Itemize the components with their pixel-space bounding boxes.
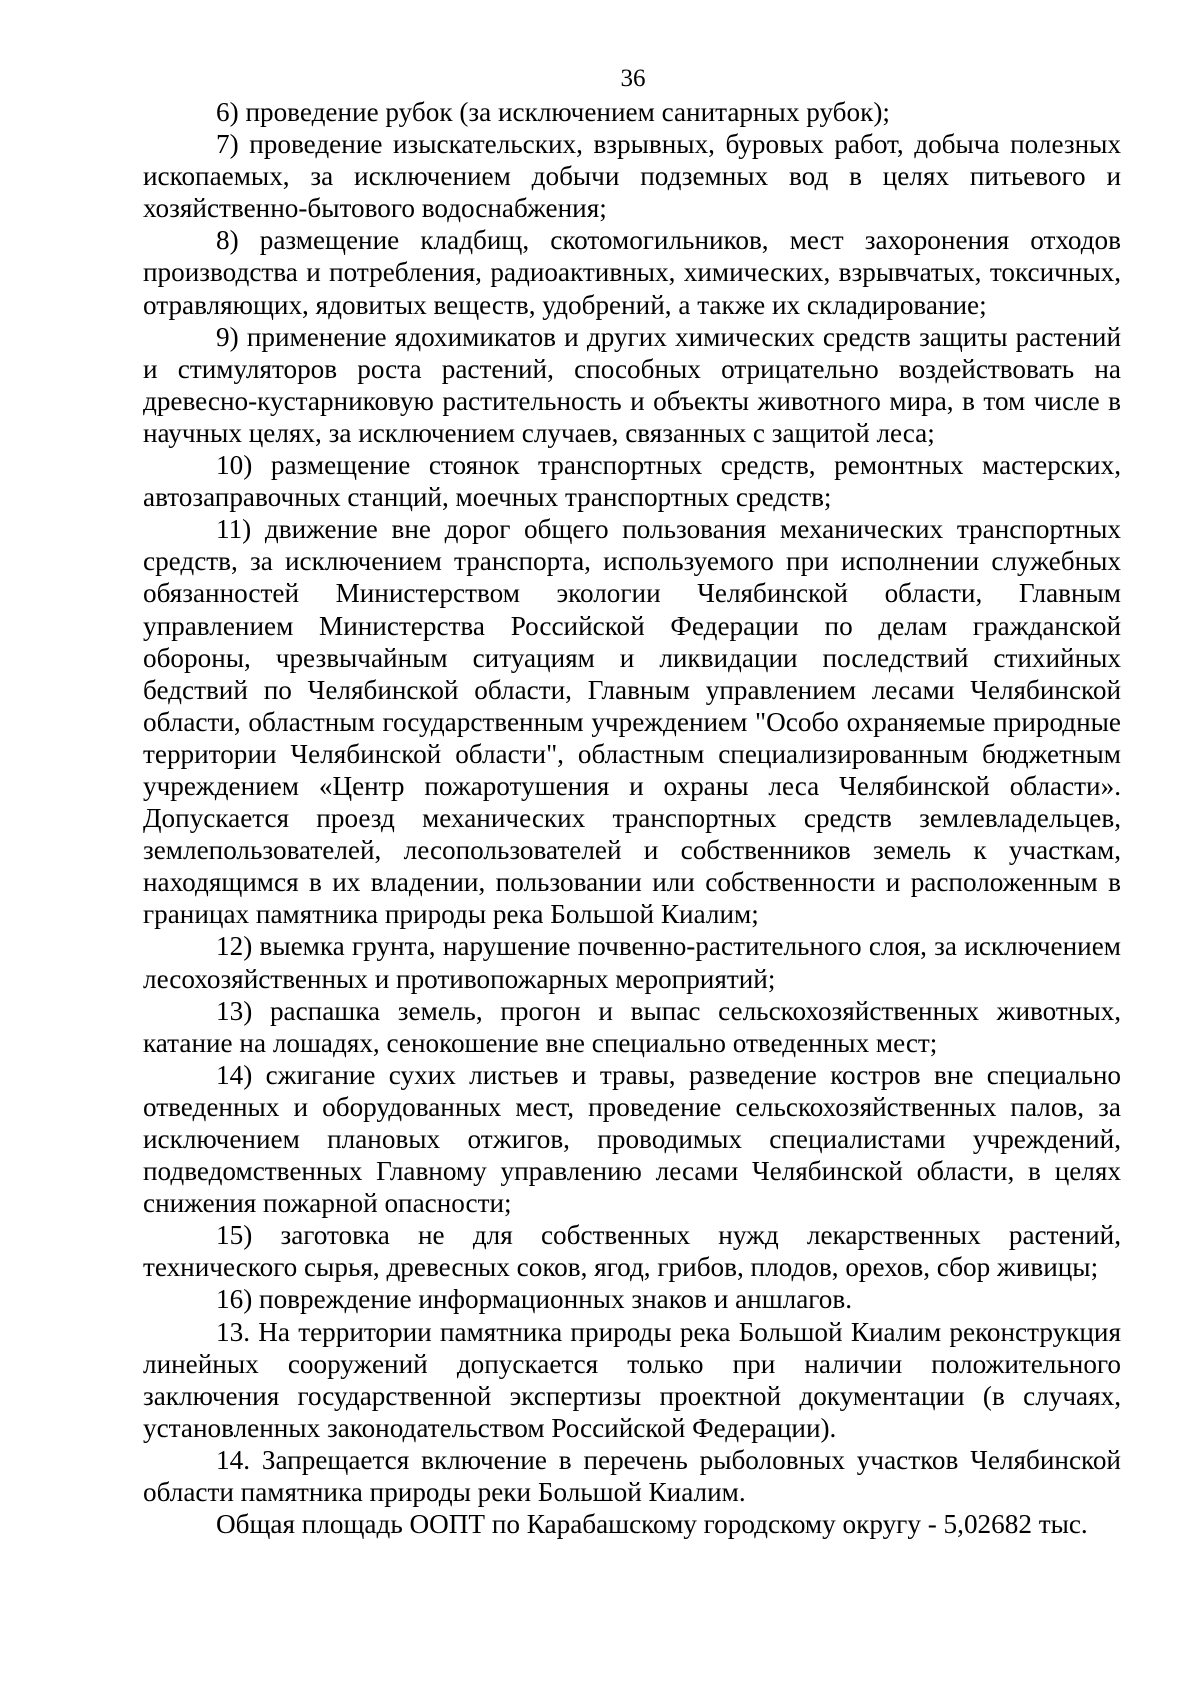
paragraph-item-6: 6) проведение рубок (за исключением санитарных рубок);	[216, 97, 890, 127]
paragraph-item-16: 16) повреждение информационных знаков и аншлагов.	[216, 1284, 852, 1315]
paragraph-item-7: 7) проведение изыскательских, взрывных, буровых работ, добыча полезных ископаемых, за исключением добычи подземных вод в целях питьевого и хозяйственно-бытового водоснабжения;	[143, 129, 1121, 224]
paragraph-item-11: 11) движение вне дорог общего пользования механических транспортных средств, за исключением транспорта, используемого при исполнении служебных обязанностей Министерством экологии Челябинской области, Главным управлением Министерства Российской Федерации по делам гражданской обороны, чрезвычайным ситуациям и ликвидации последствий стихийных бедствий по Челябинской области, Главным управлением лесами Челябинской области, областным государственным учреждением "Особо охраняемые природные территории Челябинской области", областным специализированным бюджетным учреждением «Центр пожаротушения и охраны леса Челябинской области». Допускается проезд механических транспортных средств землевладельцев, землепользователей, лесопользователей и собственников земель к участкам, находящимся в их владении, пользовании или собственности и расположенным в границах памятника природы река Большой Киалим;	[143, 514, 1121, 930]
paragraph-item-9: 9) применение ядохимикатов и других химических средств защиты растений и стимуляторов роста растений, способных отрицательно воздействовать на древесно-кустарниковую растительность и объекты животного мира, в том числе в научных целях, за исключением случаев, связанных с защитой леса;	[143, 321, 1121, 448]
paragraph-item-15: 15) заготовка не для собственных нужд лекарственных растений, технического сырья, древесных соков, ягод, грибов, плодов, орехов, сбор живицы;	[143, 1220, 1121, 1283]
page-number: 36	[620, 65, 646, 92]
paragraph-item-8: 8) размещение кладбищ, скотомогильников, мест захоронения отходов производства и потребления, радиоактивных, химических, взрывчатых, токсичных, отравляющих, ядовитых веществ, удобрений, а также их складирование;	[143, 225, 1121, 320]
paragraph-item-12: 12) выемка грунта, нарушение почвенно-растительного слоя, за исключением лесохозяйственных и противопожарных мероприятий;	[143, 931, 1121, 994]
document-body	[143, 96, 1121, 1540]
paragraph-item-13: 13) распашка земель, прогон и выпас сельскохозяйственных животных, катание на лошадях, сенокошение вне специально отведенных мест;	[143, 995, 1121, 1058]
paragraph-item-10: 10) размещение стоянок транспортных средств, ремонтных мастерских, автозаправочных станций, моечных транспортных средств;	[143, 450, 1121, 513]
paragraph-total-area: Общая площадь ООПТ по Карабашскому городскому округу - 5,02682 тыс.	[216, 1509, 1088, 1540]
paragraph-item-14: 14) сжигание сухих листьев и травы, разведение костров вне специально отведенных и оборудованных мест, проведение сельскохозяйственных палов, за исключением плановых отжигов, проводимых специалистами учреждений, подведомственных Главному управлению лесами Челябинской области, в целях снижения пожарной опасности;	[143, 1059, 1121, 1219]
paragraph-clause-13: 13. На территории памятника природы река Большой Киалим реконструкция линейных сооружений допускается только при наличии положительного заключения государственной экспертизы проектной документации (в случаях, установленных законодательством Российской Федерации).	[143, 1316, 1121, 1443]
paragraph-clause-14: 14. Запрещается включение в перечень рыболовных участков Челябинской области памятника природы реки Большой Киалим.	[143, 1444, 1121, 1508]
